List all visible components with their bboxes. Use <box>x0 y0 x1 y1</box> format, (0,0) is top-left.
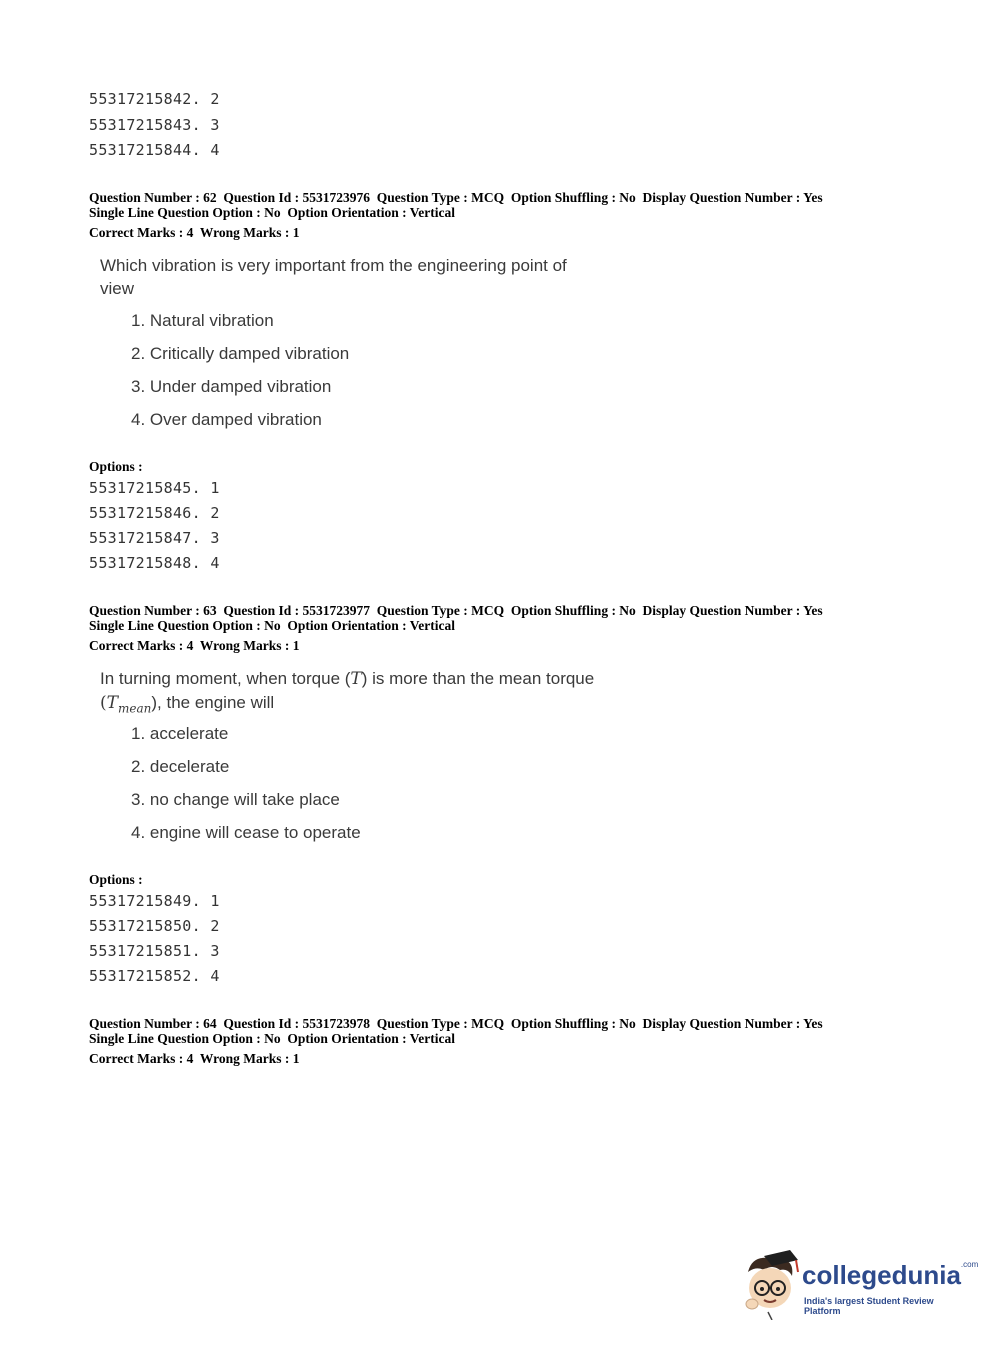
q63-choice-3: 3. no change will take place <box>131 790 340 809</box>
option-line: 55317215850. 2 <box>89 917 220 935</box>
q62-meta-line-1: Question Number : 62 Question Id : 5531723976 Question Type : MCQ Option Shuffling : No Display Question Number : Yes <box>89 190 823 205</box>
option-line: 55317215847. 3 <box>89 529 220 547</box>
option-line: 55317215846. 2 <box>89 504 220 522</box>
option-line: 55317215849. 1 <box>89 892 220 910</box>
q63-options-label: Options : <box>89 872 143 887</box>
q62-question-line-1: Which vibration is very important from the engineering point of <box>100 256 567 275</box>
q63-question-line-2: $(T_{mean})$, the engine will <box>100 693 275 716</box>
q63-question-line-1: In turning moment, when torque (T) is more than the mean torque <box>100 669 595 689</box>
q63-choice-1: 1. accelerate <box>131 724 229 743</box>
q62-marks: Correct Marks : 4 Wrong Marks : 1 <box>89 225 300 240</box>
brand-name: collegedunia$^{.com}$ <box>802 1260 979 1290</box>
q62-question-text <box>100 254 640 300</box>
q62-choice-2: 2. Critically damped vibration <box>131 344 350 363</box>
q62-meta-line-2: Single Line Question Option : No Option Orientation : Vertical <box>89 205 456 220</box>
brand-tagline: India's largest Student Review Platform <box>804 1296 934 1316</box>
collegedunia-logo <box>742 1250 979 1320</box>
q62-choice-3: 3. Under damped vibration <box>131 377 332 396</box>
option-line: 55317215842. 2 <box>89 90 220 108</box>
q64-meta-line-1: Question Number : 64 Question Id : 5531723978 Question Type : MCQ Option Shuffling : No Display Question Number : Yes <box>89 1016 823 1031</box>
option-line: 55317215852. 4 <box>89 967 220 985</box>
q63-choice-4: 4. engine will cease to operate <box>131 823 361 842</box>
q63-marks: Correct Marks : 4 Wrong Marks : 1 <box>89 638 300 653</box>
option-line: 55317215844. 4 <box>89 141 220 159</box>
q63-meta-line-2: Single Line Question Option : No Option Orientation : Vertical <box>89 618 456 633</box>
q62-choice-4: 4. Over damped vibration <box>131 410 322 429</box>
q62-options-label: Options : <box>89 459 143 474</box>
q63-choice-2: 2. decelerate <box>131 757 230 776</box>
q62-question-line-2: view <box>100 279 135 298</box>
q63-question-text <box>100 667 640 720</box>
option-line: 55317215848. 4 <box>89 554 220 572</box>
option-line: 55317215851. 3 <box>89 942 220 960</box>
q64-marks: Correct Marks : 4 Wrong Marks : 1 <box>89 1051 300 1066</box>
option-line: 55317215843. 3 <box>89 116 220 134</box>
option-line: 55317215845. 1 <box>89 479 220 497</box>
q63-meta-line-1: Question Number : 63 Question Id : 5531723977 Question Type : MCQ Option Shuffling : No Display Question Number : Yes <box>89 603 823 618</box>
mascot-icon <box>742 1250 800 1320</box>
q64-meta-line-2: Single Line Question Option : No Option Orientation : Vertical <box>89 1031 456 1046</box>
q62-choice-1: 1. Natural vibration <box>131 311 274 330</box>
